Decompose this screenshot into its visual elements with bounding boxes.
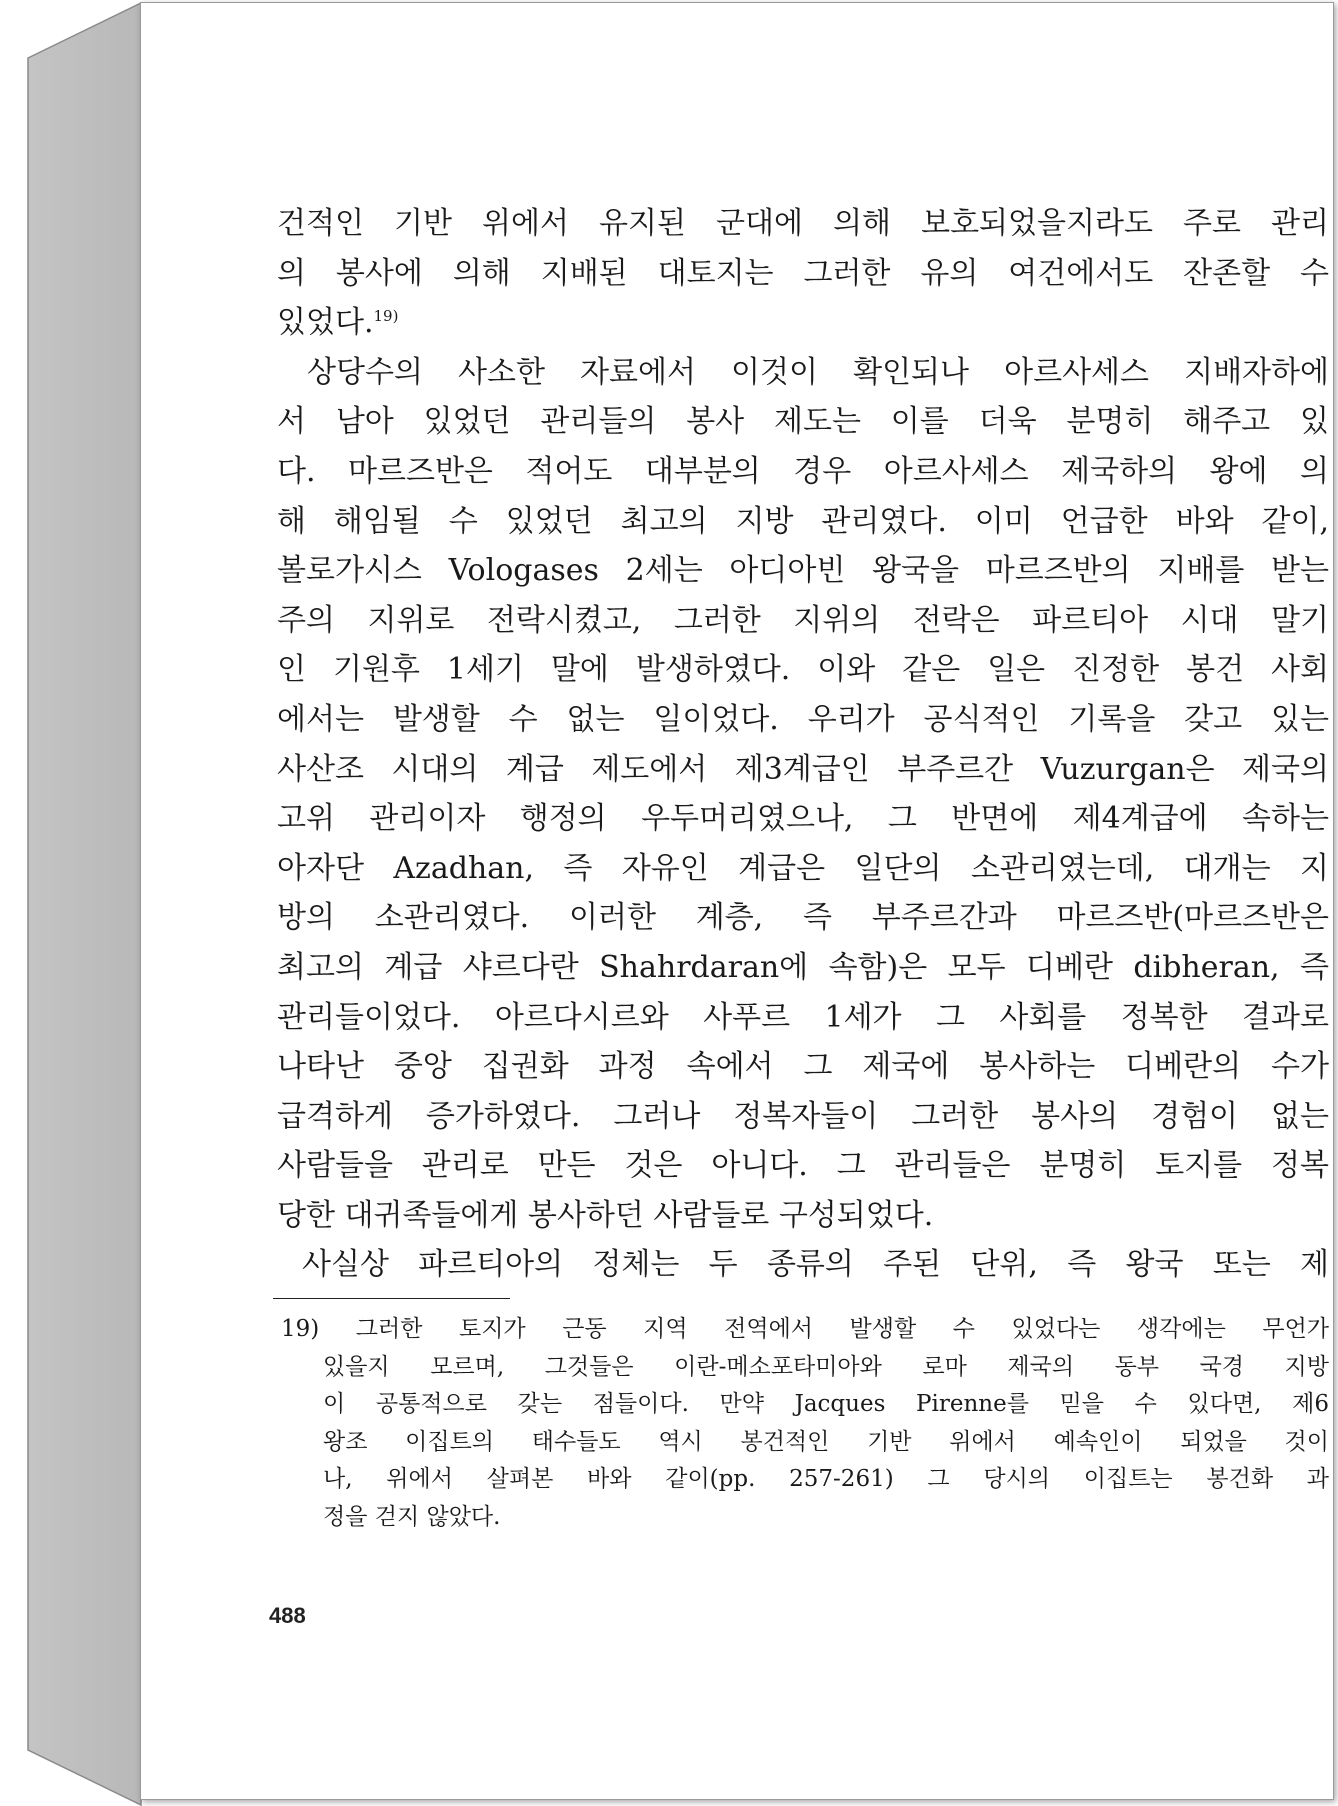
page-number: 488 — [269, 1603, 306, 1628]
footnote-divider — [273, 1298, 510, 1299]
body-line: 사실상 파르티아의 정체는 두 종류의 주된 단위, 즉 왕국 또는 제 — [302, 1247, 1329, 1283]
footnote-line: 나, 위에서 살펴본 바와 같이(pp. 257-261) 그 당시의 이집트는 봉건화 과 — [323, 1466, 1329, 1493]
body-line — [277, 298, 1329, 348]
footnote-line: 이 공통적으로 갖는 점들이다. 만약 Jacques Pirenne를 믿을 수 있다면, 제6 — [323, 1391, 1329, 1418]
body-line: 나타난 중앙 집권화 과정 속에서 그 제국에 봉사하는 디베란의 수가 — [277, 1049, 1329, 1085]
body-line: 인 기원후 1세기 말에 발생하였다. 이와 같은 일은 진정한 봉건 사회 — [277, 652, 1329, 688]
body-line: 에서는 발생할 수 없는 일이었다. 우리가 공식적인 기록을 갖고 있는 — [277, 701, 1329, 737]
body-line: 사산조 시대의 계급 제도에서 제3계급인 부주르간 Vuzurgan은 제국의 — [277, 751, 1329, 787]
footnote-line: 왕조 이집트의 태수들도 역시 봉건적인 기반 위에서 예속인이 되었을 것이 — [323, 1428, 1329, 1455]
body-line: 방의 소관리였다. 이러한 계층, 즉 부주르간과 마르즈반(마르즈반은 — [277, 900, 1329, 936]
body-line: 아자단 Azadhan, 즉 자유인 계급은 일단의 소관리였는데, 대개는 지 — [277, 850, 1329, 886]
body-text — [277, 199, 1329, 1290]
body-line: 건적인 기반 위에서 유지된 군대에 의해 보호되었을지라도 주로 관리 — [277, 206, 1329, 241]
body-line: 고위 관리이자 행정의 우두머리였으나, 그 반면에 제4계급에 속하는 — [277, 801, 1329, 837]
body-line: 볼로가시스 Vologases 2세는 아디아빈 왕국을 마르즈반의 지배를 받는 — [277, 553, 1329, 589]
book-spine — [0, 0, 150, 1806]
footnote-line: 있을지 모르며, 그것들은 이란-메소포타미아와 로마 제국의 동부 국경 지방 — [323, 1353, 1329, 1380]
book-page — [140, 2, 1334, 1800]
body-line: 당한 대귀족들에게 봉사하던 사람들로 구성되었다. — [277, 1197, 934, 1233]
body-line: 해 해임될 수 있었던 최고의 지방 관리였다. 이미 언급한 바와 같이, — [277, 503, 1329, 539]
body-line: 관리들이었다. 아르다시르와 사푸르 1세가 그 사회를 정복한 결과로 — [277, 999, 1329, 1035]
body-line: 최고의 계급 샤르다란 Shahrdaran에 속함)은 모두 디베란 dibheran, 즉 — [277, 949, 1329, 985]
body-line: 사람들을 관리로 만든 것은 아니다. 그 관리들은 분명히 토지를 정복 — [277, 1148, 1329, 1184]
body-line: 다. 마르즈반은 적어도 대부분의 경우 아르사세스 제국하의 왕에 의 — [277, 453, 1329, 489]
body-line: 주의 지위로 전락시켰고, 그러한 지위의 전락은 파르티아 시대 말기 — [277, 602, 1329, 638]
footnote-line-text: 그러한 토지가 근동 지역 전역에서 발생할 수 있었다는 생각에는 무언가 — [355, 1316, 1329, 1342]
footnote-number: 19) — [281, 1316, 320, 1342]
footnote — [281, 1311, 1329, 1537]
footnote-line — [281, 1311, 1329, 1349]
footnote-reference[interactable]: 19) — [373, 307, 399, 326]
body-line-text: 있었다. — [277, 305, 374, 341]
body-line: 의 봉사에 의해 지배된 대토지는 그러한 유의 여건에서도 잔존할 수 — [277, 255, 1329, 291]
body-line: 급격하게 증가하였다. 그러나 정복자들이 그러한 봉사의 경험이 없는 — [277, 1098, 1329, 1134]
footnote-line: 정을 걷지 않았다. — [323, 1503, 501, 1530]
body-line: 상당수의 사소한 자료에서 이것이 확인되나 아르사세스 지배자하에 — [307, 354, 1329, 390]
body-line: 서 남아 있었던 관리들의 봉사 제도는 이를 더욱 분명히 해주고 있 — [277, 404, 1329, 440]
